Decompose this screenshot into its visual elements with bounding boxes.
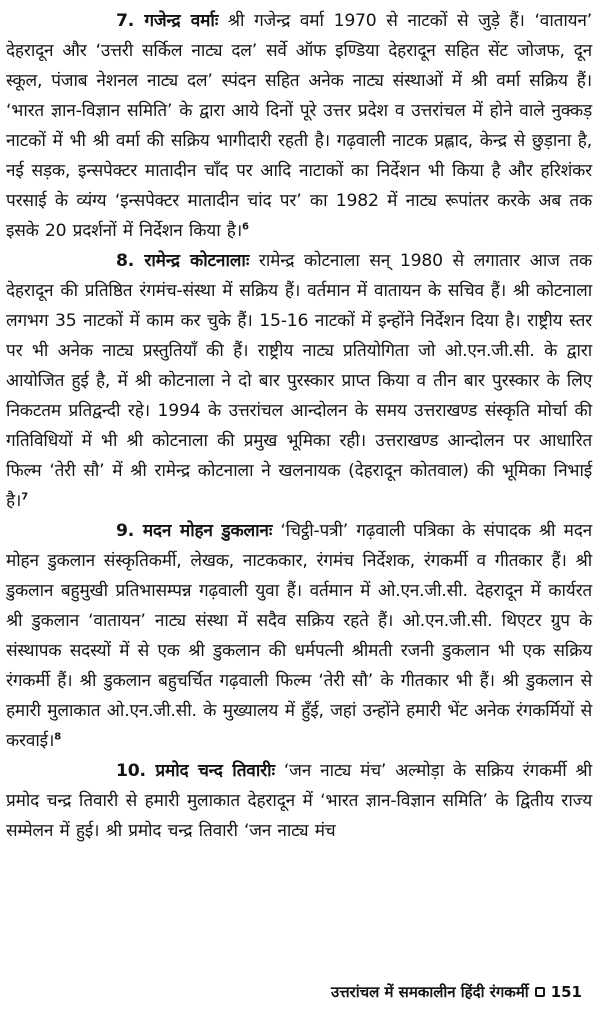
footnote-marker[interactable]: 8	[54, 731, 61, 743]
footer-book-title: उत्तरांचल में समकालीन हिंदी रंगकर्मी	[330, 983, 529, 1001]
paragraph-text: ‘चिट्ठी-पत्री’ गढ़वाली पत्रिका के संपादक श्री मदन मोहन डुकलान संस्कृतिकर्मी, लेखक, नाटककार, रंगमंच निर्देशक, रंगकर्मी व गीतकार हैं। श्री डुकलान बहुमुखी प्रतिभासम्पन्न गढ़वाली युवा हैं। वर्तमान में ओ.एन.जी.सी. देहरादून में कार्यरत श्री डुकलान ‘वातायन’ नाट्य संस्था में सदैव सक्रिय रहते हैं। ओ.एन.जी.सी. थिएटर ग्रुप के संस्थापक सदस्यों में से एक श्री डुकलान की धर्मपत्नी श्रीमती रजनी डुकलान भी एक सक्रिय रंगकर्मी हैं। श्री डुकलान बहुचर्चित गढ़वाली फिल्म ‘तेरी सौ’ के गीतकार भी हैं। श्री डुकलान से हमारी मुलाकात ओ.एन.जी.सी. के मुख्यालय में हुँई, जहां उन्होंने हमारी भेंट अनेक रंगकर्मियों से करवाई।	[6, 521, 592, 751]
footnote-marker[interactable]: 6	[242, 221, 249, 233]
page-number: 151	[550, 983, 582, 1001]
paragraph-text: ‘जन नाट्य मंच’ अल्मोड़ा के सक्रिय रंगकर्मी श्री प्रमोद चन्द्र तिवारी से हमारी मुलाकात देहरादून में ‘भारत ज्ञान-विज्ञान समिति’ के द्वितीय राज्य सम्मेलन में हुई। श्री प्रमोद चन्द्र तिवारी ‘जन नाट्य मंच	[6, 761, 592, 841]
paragraph-ramendra-kotnala	[6, 246, 592, 516]
paragraph-heading: 10. प्रमोद चन्द तिवारीः	[116, 761, 275, 781]
paragraph-gajendra-verma	[6, 6, 592, 246]
paragraph-madan-mohan-duklan	[6, 516, 592, 756]
paragraph-pramod-chand-tiwari	[6, 756, 592, 846]
paragraph-text: रामेन्द्र कोटनाला सन् 1980 से लगातार आज तक देहरादून की प्रतिष्ठित रंगमंच-संस्था में सक्रिय हैं। वर्तमान में वातायन के सचिव हैं। श्री कोटनाला लगभग 35 नाटकों में काम कर चुके हैं। 15-16 नाटकों में इन्होंने निर्देशन दिया है। राष्ट्रीय स्तर पर भी अनेक नाट्य प्रस्तुतियाँ की हैं। राष्ट्रीय नाट्य प्रतियोगिता जो ओ.एन.जी.सी. के द्वारा आयोजित हुई है, में श्री कोटनाला ने दो बार पुरस्कार प्राप्त किया व तीन बार पुरस्कार के लिए निकटतम प्रतिद्वन्दी रहे। 1994 के उत्तरांचल आन्दोलन के समय उत्तराखण्ड संस्कृति मोर्चा की गतिविधियों में भी श्री कोटनाला की प्रमुख भूमिका रही। उत्तराखण्ड आन्दोलन पर आधारित फिल्म ‘तेरी सौ’ में श्री रामेन्द्र कोटनाला ने खलनायक (देहरादून कोतवाल) की भूमिका निभाई है।	[6, 251, 592, 511]
footnote-marker[interactable]: 7	[21, 491, 29, 503]
square-box-icon	[535, 987, 545, 997]
paragraph-heading: 7. गजेन्द्र वर्माः	[116, 11, 219, 31]
page-body	[6, 6, 592, 846]
paragraph-heading: 8. रामेन्द्र कोटनालाः	[116, 251, 250, 271]
page-footer	[331, 982, 582, 1002]
paragraph-heading: 9. मदन मोहन डुकलानः	[116, 521, 273, 541]
paragraph-text: श्री गजेन्द्र वर्मा 1970 से नाटकों से जुड़े हैं। ‘वातायन’ देहरादून और ‘उत्तरी सर्किल नाट्य दल’ सर्वे ऑफ इण्डिया देहरादून सहित सेंट जोजफ, दून स्कूल, पंजाब नेशनल नाट्य दल’ स्पंदन सहित अनेक नाट्य संस्थाओं में श्री वर्मा सक्रिय हैं। ‘भारत ज्ञान-विज्ञान समिति’ के द्वारा आये दिनों पूरे उत्तर प्रदेश व उत्तरांचल में होने वाले नुक्कड़ नाटकों में भी श्री वर्मा की सक्रिय भागीदारी रहती है। गढ़वाली नाटक प्रह्लाद, केन्द्र से छुड़ाना है, नई सड़क, इन्सपेक्टर मातादीन चाँद पर आदि नाटाकों का निर्देशन भी किया है और हरिशंकर परसाई के व्यंग्य ‘इन्सपेक्टर मातादीन चांद पर’ का 1982 में नाट्य रूपांतर करके अब तक इसके 20 प्रदर्शनों में निर्देशन किया है।	[6, 11, 592, 241]
